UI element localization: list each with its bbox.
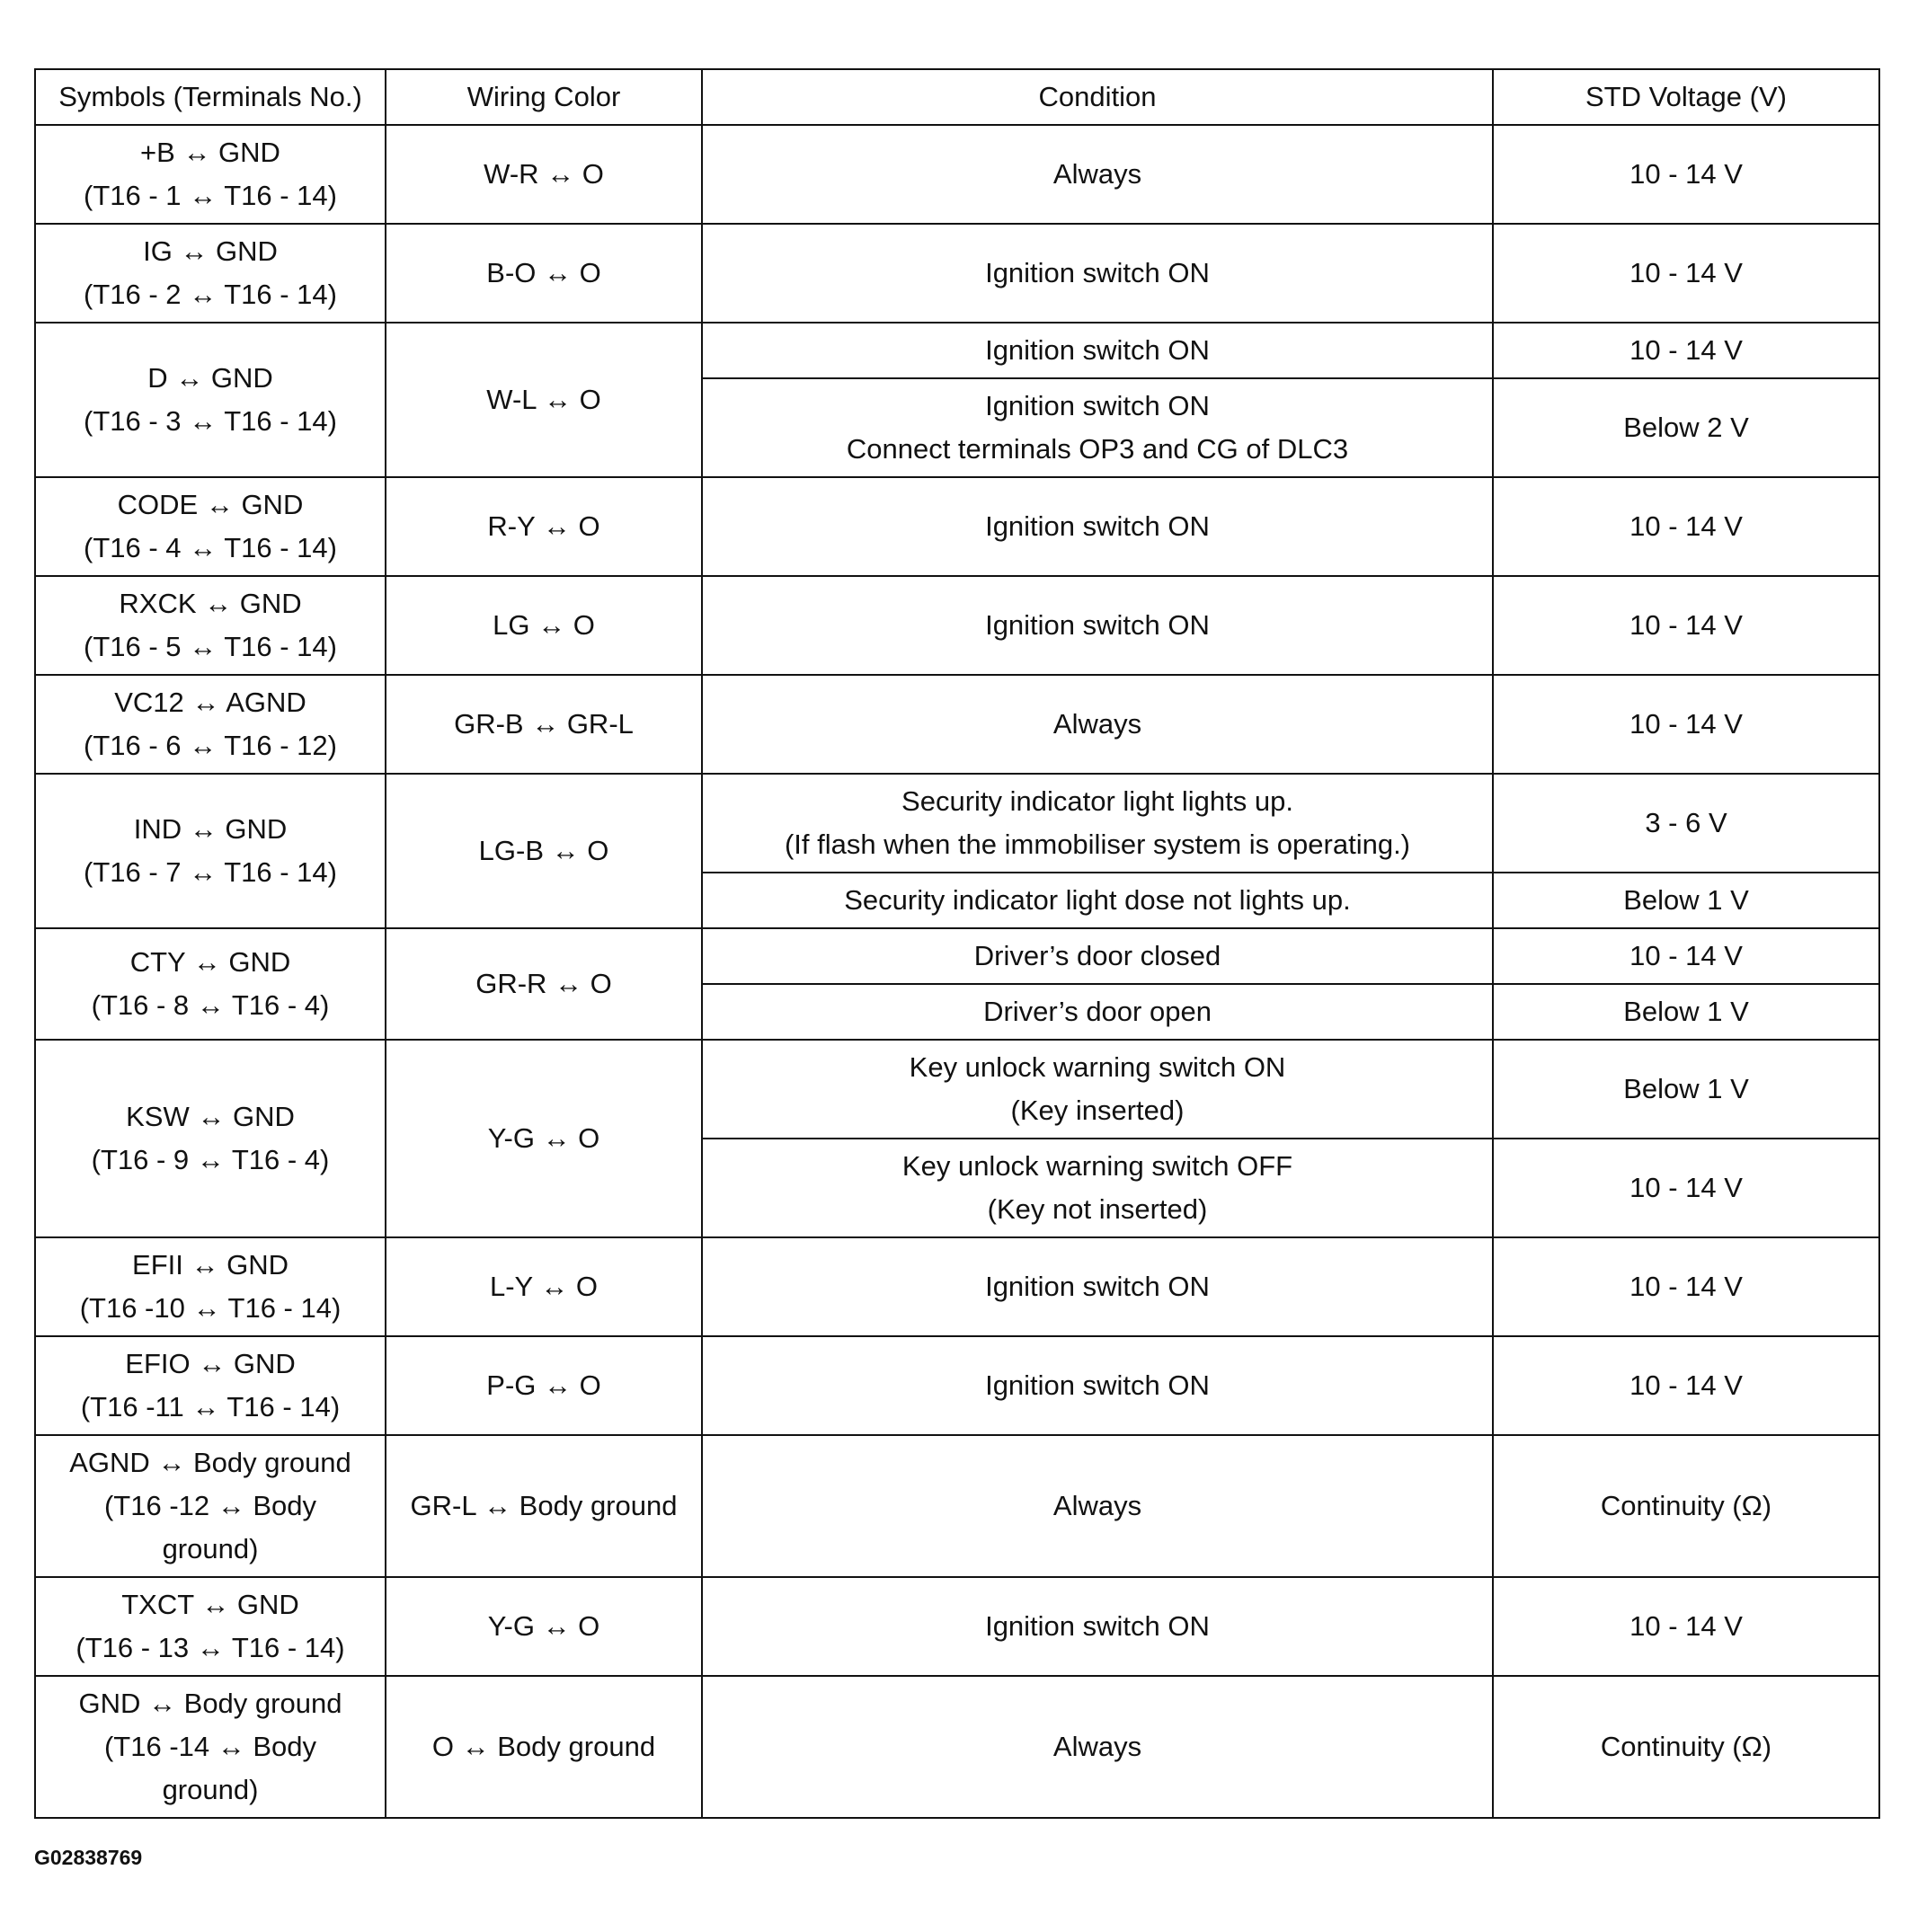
header-condition: Condition: [702, 69, 1493, 125]
table-row: [35, 224, 1879, 323]
std-voltage-cell: 10 - 14 V: [1493, 1577, 1879, 1676]
figure-id: G02838769: [34, 1846, 143, 1869]
symbol-cell: [35, 224, 386, 323]
wiring-color-cell: GR-L ↔ Body ground: [386, 1435, 702, 1577]
cell-line: CODE ↔ GND: [117, 489, 304, 520]
cell-line: RXCK ↔ GND: [119, 588, 302, 619]
table-row: [35, 774, 1879, 873]
std-voltage-cell: Below 1 V: [1493, 873, 1879, 928]
table-row: [35, 1577, 1879, 1676]
header-std-voltage: STD Voltage (V): [1493, 69, 1879, 125]
condition-cell: [702, 675, 1493, 774]
cell-line: Driver’s door open: [983, 996, 1212, 1027]
table-row: [35, 928, 1879, 984]
cell-line: (T16 - 5 ↔ T16 - 14): [84, 631, 337, 662]
cell-line: D ↔ GND: [147, 362, 273, 394]
condition-cell: [702, 774, 1493, 873]
cell-line: (T16 - 3 ↔ T16 - 14): [84, 405, 337, 437]
wiring-color-cell: L-Y ↔ O: [386, 1237, 702, 1336]
cell-line: ground): [162, 1533, 259, 1564]
std-voltage-cell: 10 - 14 V: [1493, 1237, 1879, 1336]
cell-line: (T16 -11 ↔ T16 - 14): [80, 1391, 341, 1422]
std-voltage-cell: 10 - 14 V: [1493, 1139, 1879, 1237]
table-row: [35, 1237, 1879, 1336]
cell-line: Ignition switch ON: [985, 1369, 1210, 1401]
cell-line: KSW ↔ GND: [126, 1101, 295, 1132]
cell-line: (T16 -10 ↔ T16 - 14): [79, 1292, 342, 1324]
table-row: [35, 125, 1879, 224]
std-voltage-cell: Continuity (Ω): [1493, 1676, 1879, 1818]
symbol-cell: [35, 774, 386, 928]
table-row: [35, 1676, 1879, 1818]
header-row: [35, 69, 1879, 125]
std-voltage-cell: 10 - 14 V: [1493, 1336, 1879, 1435]
wiring-color-cell: B-O ↔ O: [386, 224, 702, 323]
symbol-cell: [35, 323, 386, 477]
table-row: [35, 1336, 1879, 1435]
wiring-color-cell: Y-G ↔ O: [386, 1040, 702, 1237]
cell-line: AGND ↔ Body ground: [69, 1447, 351, 1478]
condition-cell: [702, 1040, 1493, 1139]
std-voltage-cell: Below 1 V: [1493, 1040, 1879, 1139]
cell-line: IG ↔ GND: [143, 235, 278, 267]
table-body: [35, 125, 1879, 1818]
std-voltage-cell: 10 - 14 V: [1493, 125, 1879, 224]
voltage-table: [34, 68, 1880, 1819]
condition-cell: [702, 1435, 1493, 1577]
cell-line: CTY ↔ GND: [129, 946, 291, 978]
std-voltage-cell: 10 - 14 V: [1493, 224, 1879, 323]
cell-line: Ignition switch ON: [985, 390, 1210, 421]
cell-line: Always: [1052, 158, 1142, 190]
cell-line: Ignition switch ON: [985, 334, 1210, 366]
cell-line: (T16 - 13 ↔ T16 - 14): [75, 1632, 345, 1663]
cell-line: GND ↔ Body ground: [78, 1688, 342, 1719]
cell-line: (If flash when the immobiliser system is operating.): [784, 829, 1411, 860]
cell-line: (T16 - 2 ↔ T16 - 14): [84, 279, 337, 310]
std-voltage-cell: 10 - 14 V: [1493, 576, 1879, 675]
wiring-color-cell: W-R ↔ O: [386, 125, 702, 224]
table-row: [35, 477, 1879, 576]
cell-line: Driver’s door closed: [973, 940, 1221, 971]
std-voltage-cell: Below 1 V: [1493, 984, 1879, 1040]
symbol-cell: [35, 1237, 386, 1336]
cell-line: Always: [1052, 708, 1142, 740]
cell-line: Security indicator light dose not lights up.: [844, 884, 1351, 916]
cell-line: EFII ↔ GND: [132, 1249, 289, 1281]
cell-line: Key unlock warning switch ON: [909, 1051, 1286, 1083]
condition-cell: [702, 984, 1493, 1040]
header-wiring-color: Wiring Color: [386, 69, 702, 125]
condition-cell: [702, 378, 1493, 477]
cell-line: Ignition switch ON: [985, 257, 1210, 288]
symbol-cell: [35, 675, 386, 774]
condition-cell: [702, 576, 1493, 675]
cell-line: Always: [1052, 1490, 1142, 1521]
wiring-color-cell: Y-G ↔ O: [386, 1577, 702, 1676]
condition-cell: [702, 1676, 1493, 1818]
wiring-color-cell: GR-R ↔ O: [386, 928, 702, 1040]
cell-line: (T16 - 9 ↔ T16 - 4): [91, 1144, 330, 1175]
wiring-color-cell: LG ↔ O: [386, 576, 702, 675]
cell-line: Ignition switch ON: [985, 609, 1210, 641]
std-voltage-cell: Continuity (Ω): [1493, 1435, 1879, 1577]
wiring-color-cell: P-G ↔ O: [386, 1336, 702, 1435]
cell-line: ground): [162, 1774, 259, 1805]
cell-line: Ignition switch ON: [985, 1271, 1210, 1302]
cell-line: EFIO ↔ GND: [125, 1348, 296, 1379]
cell-line: IND ↔ GND: [133, 813, 288, 845]
symbol-cell: [35, 1577, 386, 1676]
std-voltage-cell: Below 2 V: [1493, 378, 1879, 477]
wiring-color-cell: R-Y ↔ O: [386, 477, 702, 576]
condition-cell: [702, 1237, 1493, 1336]
condition-cell: [702, 1139, 1493, 1237]
cell-line: Ignition switch ON: [985, 1610, 1210, 1642]
cell-line: VC12 ↔ AGND: [114, 687, 306, 718]
symbol-cell: [35, 928, 386, 1040]
cell-line: +B ↔ GND: [140, 137, 280, 168]
std-voltage-cell: 10 - 14 V: [1493, 323, 1879, 378]
std-voltage-cell: 10 - 14 V: [1493, 928, 1879, 984]
std-voltage-cell: 3 - 6 V: [1493, 774, 1879, 873]
condition-cell: [702, 323, 1493, 378]
table-row: [35, 1040, 1879, 1139]
cell-line: Connect terminals OP3 and CG of DLC3: [846, 433, 1349, 465]
condition-cell: [702, 125, 1493, 224]
cell-line: (T16 -12 ↔ Body: [103, 1490, 317, 1521]
wiring-color-cell: W-L ↔ O: [386, 323, 702, 477]
cell-line: Ignition switch ON: [985, 510, 1210, 542]
cell-line: (T16 -14 ↔ Body: [103, 1731, 317, 1762]
cell-line: Always: [1052, 1731, 1142, 1762]
wiring-color-cell: GR-B ↔ GR-L: [386, 675, 702, 774]
cell-line: (T16 - 7 ↔ T16 - 14): [84, 856, 337, 888]
symbol-cell: [35, 1435, 386, 1577]
std-voltage-cell: 10 - 14 V: [1493, 477, 1879, 576]
header-symbols: Symbols (Terminals No.): [35, 69, 386, 125]
condition-cell: [702, 477, 1493, 576]
cell-line: (T16 - 1 ↔ T16 - 14): [84, 180, 337, 211]
symbol-cell: [35, 477, 386, 576]
symbol-cell: [35, 1336, 386, 1435]
condition-cell: [702, 1577, 1493, 1676]
symbol-cell: [35, 125, 386, 224]
wiring-color-cell: LG-B ↔ O: [386, 774, 702, 928]
cell-line: Security indicator light lights up.: [901, 785, 1293, 817]
cell-line: Key unlock warning switch OFF: [901, 1150, 1293, 1182]
cell-line: (T16 - 8 ↔ T16 - 4): [91, 989, 330, 1021]
condition-cell: [702, 928, 1493, 984]
cell-line: (Key inserted): [1010, 1095, 1185, 1126]
condition-cell: [702, 873, 1493, 928]
cell-line: (T16 - 4 ↔ T16 - 14): [84, 532, 337, 563]
cell-line: (T16 - 6 ↔ T16 - 12): [84, 730, 337, 761]
terminal-voltage-table: [34, 68, 1878, 1819]
condition-cell: [702, 224, 1493, 323]
table-row: [35, 675, 1879, 774]
cell-line: (Key not inserted): [987, 1193, 1208, 1225]
symbol-cell: [35, 1040, 386, 1237]
wiring-color-cell: O ↔ Body ground: [386, 1676, 702, 1818]
symbol-cell: [35, 576, 386, 675]
condition-cell: [702, 1336, 1493, 1435]
table-row: [35, 1435, 1879, 1577]
cell-line: TXCT ↔ GND: [121, 1589, 299, 1620]
std-voltage-cell: 10 - 14 V: [1493, 675, 1879, 774]
table-row: [35, 576, 1879, 675]
table-row: [35, 323, 1879, 378]
symbol-cell: [35, 1676, 386, 1818]
